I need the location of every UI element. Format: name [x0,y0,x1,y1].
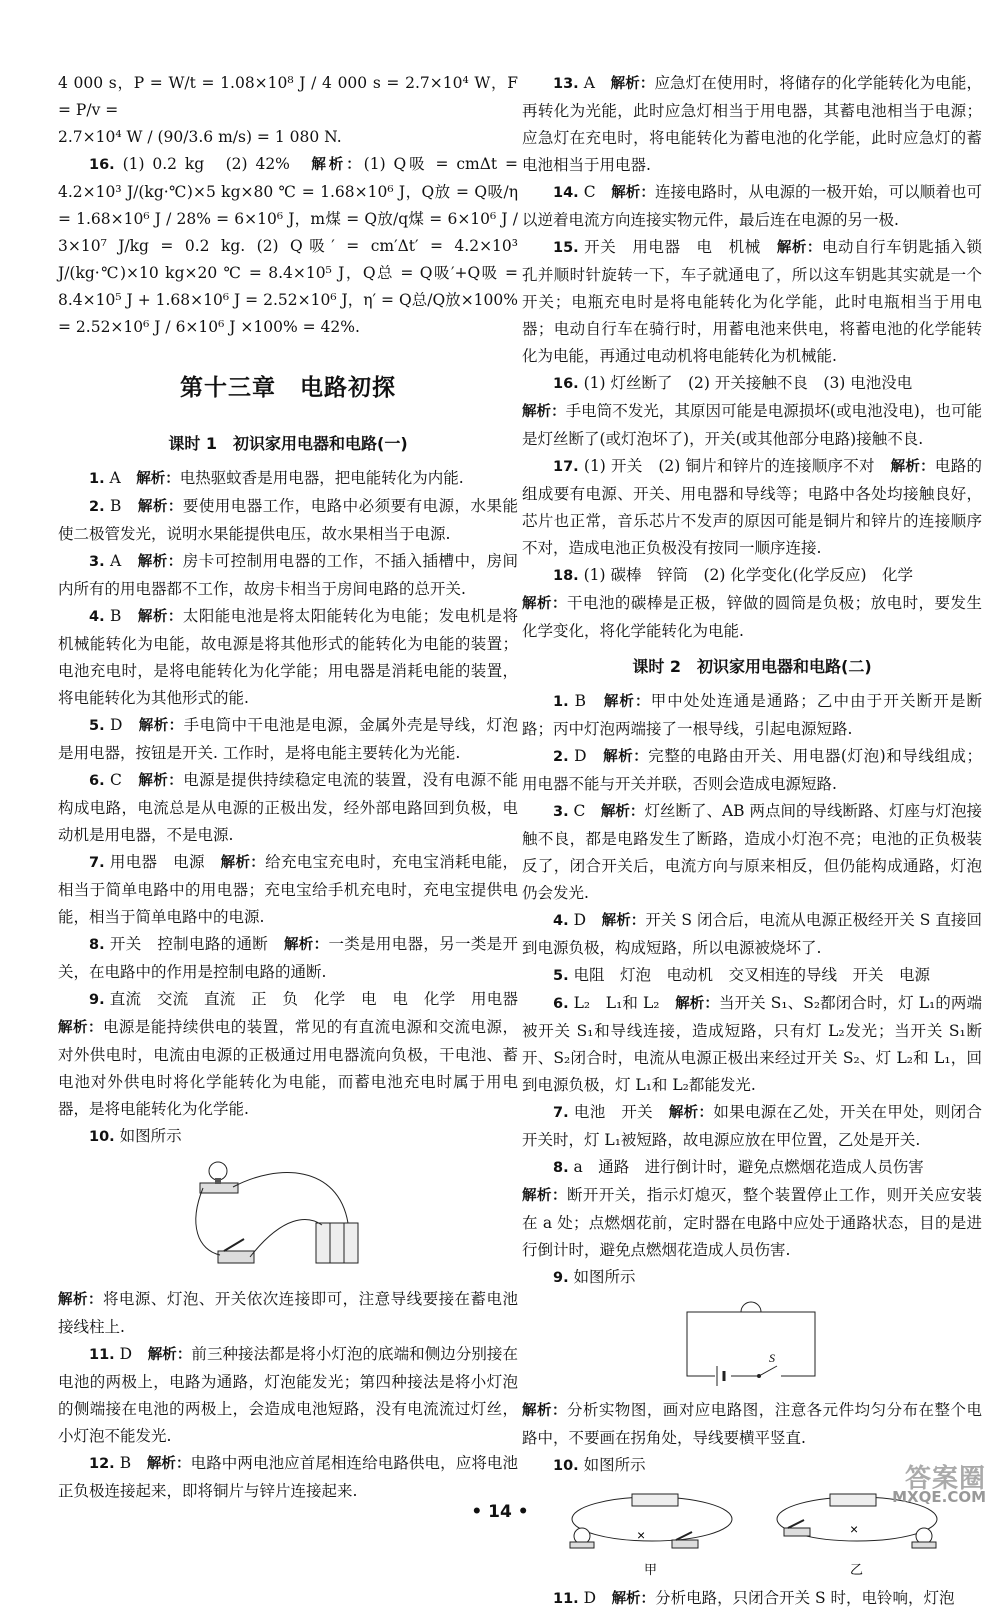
analysis-label: 解析： [522,1403,567,1419]
answer-paragraph [522,990,982,1099]
answer-text: 直流 交流 直流 正 负 化学 电 电 化学 用电器 [109,990,534,1008]
analysis-label: 解析： [136,471,180,487]
analysis-label: 解析： [138,773,184,789]
analysis-label: 解析： [137,499,183,515]
question-number: 17. [553,459,579,475]
analysis-text: 电路的组成要有电源、开关、用电器和导线等；电路中各处均接触良好，芯片也正常，音乐芯片不发声的原因可能是铜片和锌片的连接顺序不对，造成电池正负极没有按同一顺序连接. [522,457,982,557]
answer-paragraph [522,1154,982,1182]
answer-text: (1) 0.2 kg (2) 42% [122,155,312,173]
answer-paragraph [58,151,518,341]
answer-paragraph [58,603,518,712]
question-number: 7. [89,855,105,871]
analysis-label: 解析： [603,749,649,765]
lesson-heading: 课时 2 初识家用电器和电路(二) [632,657,872,676]
answer-paragraph [58,70,518,124]
analysis-label: 解析： [137,554,183,570]
analysis-text: 应急灯在使用时，将储存的化学能转化为电能，再转化为光能，此时应急灯相当于用电器，其蓄电池相当于电源；应急灯在充电时，将电能转化为蓄电池的化学能，此时应急灯的蓄电池相当于用电器. [522,74,982,174]
answer-paragraph [522,70,982,179]
analysis-label: 解析： [603,694,651,710]
analysis-label: 解析： [146,1456,191,1472]
analysis-text: 电热驱蚊香是用电器，把电能转化为内能. [179,469,464,487]
analysis-label: 解析： [610,76,655,92]
answer-text: 如图所示 [573,1268,636,1286]
analysis-label: 解析： [601,913,646,929]
answer-text: B [110,607,138,625]
answer-text: 电阻 灯泡 电动机 交叉相连的导线 开关 电源 [573,966,931,984]
analysis-text: 手电筒中干电池是电源，金属外壳是导线，灯泡是用电器，按钮是开关. 工作时，是将电能主要转化为光能. [58,716,518,762]
question-number: 1. [553,694,569,710]
answer-text: 电池 开关 [573,1103,669,1121]
answer-paragraph [58,548,518,603]
answer-text: a 通路 进行倒计时，避免点燃烟花造成人员伤害 [573,1158,924,1176]
watermark-logo: 答案圈 MXQE.COM [892,1464,986,1506]
question-number: 10. [89,1129,115,1145]
answer-text: 如图所示 [583,1456,646,1474]
analysis-text: 如果电源在乙处，开关在甲处，则闭合开关时，灯 L₁被短路，故电源应放在甲位置，乙处是开关. [522,1103,982,1149]
figure-label-yi: 乙 [850,1562,864,1577]
answer-text: C [583,183,612,201]
analysis-text: 将电源、灯泡、开关依次连接即可，注意导线要接在蓄电池接线柱上. [58,1290,518,1336]
question-number: 3. [553,804,569,820]
answer-text: D [583,1589,612,1607]
analysis-text: 连接电路时，从电源的一极开始，可以顺着也可以逆着电流方向连接实物元件，最后连在电源的另一极. [522,183,982,229]
analysis-label: 解析： [776,240,822,256]
answer-paragraph [522,1099,982,1154]
answer-text: C [110,771,139,789]
answer-text: 如图所示 [119,1127,182,1145]
answer-paragraph [522,179,982,234]
analysis-label: 解析： [522,1188,567,1204]
analysis-label: 解析： [58,1020,103,1036]
question-number: 5. [89,718,105,734]
answer-paragraph [58,1450,518,1505]
answer-paragraph [522,398,982,453]
answer-paragraph [522,1585,982,1613]
chapter-title: 第十三章 电路初探 [180,375,396,401]
analysis-label: 解析： [890,459,935,475]
answer-paragraph [58,849,518,931]
question-number: 5. [553,968,569,984]
question-number: 9. [553,1270,569,1286]
answer-paragraph [58,1286,518,1341]
svg-text:×: × [637,1527,646,1543]
question-number: 2. [553,749,569,765]
answer-text: B [110,497,138,515]
analysis-text: 电动自行车钥匙插入锁孔并顺时针旋转一下，车子就通电了，所以这车钥匙其实就是一个开关；电瓶充电时是将电能转化为化学能，此时电瓶相当于用电器；电动自行车在骑行时，用蓄电池来供电，将蓄电池的化学能转化为电能，再通过电动机将电能转化为机械能. [522,238,982,365]
question-number: 8. [553,1160,569,1176]
answer-text: C [573,802,601,820]
lesson-heading: 课时 1 初识家用电器和电路(一) [168,434,408,453]
answer-text: D [573,911,602,929]
analysis-text: 太阳能电池是将太阳能转化为电能；发电机是将机械能转化为电能，故电源是将其他形式的能转化为电能的装置；电池充电时，是将电能转化为化学能；用电器是消耗电能的装置，将电能转化为其他形式的能. [58,607,518,707]
analysis-text: 要使用电器工作，电路中必须要有电源，水果能使二极管发光，说明水果能提供电压，故水果相当于电源. [58,497,518,543]
answer-text: 开关 控制电路的通断 [109,935,284,953]
analysis-text: 一类是用电器，另一类是开关，在电路中的作用是控制电路的通断. [58,935,519,981]
answer-paragraph [58,767,518,849]
answer-paragraph [522,1397,982,1452]
answer-paragraph [522,1182,982,1264]
question-number: 11. [553,1591,579,1607]
question-number: 8. [89,937,105,953]
answer-text: A [583,74,611,92]
question-number: 14. [553,185,579,201]
page-number: • 14 • [471,1502,529,1522]
answer-paragraph [58,931,518,986]
question-number: 1. [89,471,105,487]
answer-text: 开关 用电器 电 机械 [584,238,777,256]
analysis-label: 解析： [311,157,364,173]
analysis-label: 解析： [58,1292,103,1308]
answer-paragraph [58,986,534,1123]
answer-text: B [119,1454,147,1472]
answer-paragraph [522,370,982,398]
answer-paragraph [522,453,982,562]
analysis-label: 解析： [611,185,655,201]
answer-text: B [574,692,604,710]
answer-paragraph [522,590,982,645]
question-number: 16. [89,157,115,173]
analysis-text: 电源是提供持续稳定电流的装置，没有电源不能构成电路，电流总是从电源的正极出发，经外部电路回到负极，电动机是用电器，不是电源. [58,771,518,844]
question-number: 4. [89,609,105,625]
analysis-label: 解析： [522,404,566,420]
analysis-text: 电源是能持续供电的装置，常见的有直流电源和交流电源，对外供电时，电流由电源的正极通过用电器流向负极，干电池、蓄电池对外供电时将化学能转化为电能，而蓄电池充电时属于用电器，是将电能转化为化学能. [58,1018,518,1118]
answer-paragraph [522,962,982,990]
answer-text: 用电器 电源 [109,853,221,871]
question-number: 3. [89,554,105,570]
analysis-label: 解析： [668,1105,714,1121]
question-number: 6. [89,773,105,789]
figure-label-jia: 甲 [644,1562,658,1577]
analysis-text: 分析电路，只闭合开关 S 时，电铃响，灯泡 [655,1589,955,1607]
answer-text: (1) 灯丝断了 (2) 开关接触不良 (3) 电池没电 [583,374,913,392]
question-number: 4. [553,913,569,929]
analysis-text: 干电池的碳棒是正极，锌做的圆筒是负极；放电时，要发生化学变化，将化学能转化为电能. [522,594,982,640]
answer-text: L₂ L₁和 L₂ [573,994,676,1012]
answer-paragraph [522,688,982,743]
analysis-label: 解析： [675,996,719,1012]
answer-paragraph [522,1264,982,1292]
analysis-text: 房卡可控制用电器的工作，不插入插槽中，房间内所有的用电器都不工作，故房卡相当于房间电路的总开关. [58,552,519,598]
answer-paragraph [58,465,518,493]
answer-text: A [110,552,138,570]
analysis-label: 解析： [600,804,645,820]
question-number: 7. [553,1105,569,1121]
analysis-text: 甲中处处连通是通路；乙中由于开关断开是断路；丙中灯泡两端接了一根导线，引起电源短路. [522,692,983,738]
answer-text: D [574,747,604,765]
figure-circuit-diagram [522,1296,982,1391]
answer-paragraph [58,1123,518,1151]
svg-text:×: × [850,1521,859,1537]
analysis-text: 当开关 S₁、S₂都闭合时，灯 L₁的两端被开关 S₁和导线连接，造成短路，只有灯 L₂发光；当开关 S₁断开、S₂闭合时，电流从电源正极出来经过开关 S₂、灯 L₂和 L₁，回到电源负极，灯 L₁和 L₂都能发光. [522,994,982,1094]
analysis-label: 解析： [283,937,329,953]
analysis-text: 开关 S 闭合后，电流从电源正极经开关 S 直接回到电源负极，构成短路，所以电源被烧坏了. [522,911,982,957]
right-column [522,70,982,1613]
analysis-label: 解析： [147,1347,192,1363]
analysis-text: 分析实物图，画对应电路图，注意各元件均匀分布在整个电路中，不要画在拐角处，导线要横平竖直. [522,1401,982,1447]
answer-paragraph [522,562,982,590]
answer-text: (1) 开关 (2) 铜片和锌片的连接顺序不对 [583,457,891,475]
answer-paragraph [522,743,982,798]
answer-text: D [119,1345,148,1363]
analysis-text: 断开开关，指示灯熄灭，整个装置停止工作，则开关应安装在 a 处；点燃烟花前，定时器在电路中应处于通路状态，目的是进行倒计时，避免点燃烟花造成人员伤害. [522,1186,982,1259]
analysis-label: 解析： [138,718,184,734]
answer-text: 2.7×10⁴ W / (90/3.6 m/s) = 1 080 N. [58,128,342,146]
question-number: 13. [553,76,579,92]
answer-paragraph [522,234,982,370]
answer-text: D [109,716,139,734]
question-number: 15. [553,240,579,256]
question-number: 16. [553,376,579,392]
question-number: 12. [89,1456,115,1472]
left-column [58,70,534,1505]
answer-paragraph [58,712,518,767]
analysis-text: 电路中两电池应首尾相连给电路供电，应将电池正负极连接起来，即将铜片与锌片连接起来. [58,1454,519,1500]
analysis-text: 前三种接法都是将小灯泡的底端和侧边分别接在电池的两极上，电路为通路，灯泡能发光；第四种接法是将小灯泡的侧端接在电池的两极上，会造成电池短路，没有电流流过灯丝，小灯泡不能发光. [58,1345,518,1445]
question-number: 2. [89,499,105,515]
answer-text: 4 000 s，P = W/t = 1.08×10⁸ J / 4 000 s = 2.7×10⁴ W，F = P/v = [58,74,518,119]
analysis-label: 解析： [220,855,266,871]
answer-paragraph [58,493,518,548]
switch-label: S [769,1351,775,1365]
analysis-label: 解析： [611,1591,656,1607]
analysis-text: (1) Q吸 = cmΔt = 4.2×10³ J/(kg·℃)×5 kg×80 ℃ = 1.68×10⁶ J，Q放 = Q吸/η = 1.68×10⁶ J / 28% = 6×10⁶ J，m煤 = Q放/q煤 = 6×10⁶ J / 3×10⁷ J/kg = 0.2 kg. (2) Q吸′ = cm′Δt′ = 4.2×10³ J/(kg·℃)×10 kg×20 ℃ = 8.4×10⁵ J，Q总 = Q吸′+Q吸 = 8.4×10⁵ J + 1.68×10⁶ J = 2.52×10⁶ J，η′ = Q总/Q放×100% = 2.52×10⁶ J / 6×10⁶ J ×100% = 42%. [58,155,518,336]
analysis-label: 解析： [522,596,567,612]
analysis-text: 完整的电路由开关、用电器(灯泡)和导线组成；用电器不能与开关并联，否则会造成电源短路. [522,747,982,793]
answer-text: (1) 碳棒 锌筒 (2) 化学变化(化学反应) 化学 [583,566,913,584]
analysis-label: 解析： [137,609,183,625]
answer-paragraph [522,798,982,907]
answer-paragraph [522,907,982,962]
question-number: 6. [553,996,569,1012]
analysis-text: 灯丝断了、AB 两点间的导线断路、灯座与灯泡接触不良，都是电路发生了断路，造成小灯泡不亮；电池的正负极装反了，闭合开关后，电流方向与原来相反，但仍能构成通路，灯泡仍会发光. [522,802,982,902]
question-number: 18. [553,568,579,584]
question-number: 9. [89,992,105,1008]
figure-circuit-battery-lamp-switch [58,1155,518,1280]
question-number: 11. [89,1347,115,1363]
analysis-text: 给充电宝充电时，充电宝消耗电能，相当于简单电路中的用电器；充电宝给手机充电时，充电宝提供电能，相当于简单电路中的电源. [58,853,519,926]
answer-paragraph [58,124,518,151]
answer-paragraph [58,1341,518,1450]
question-number: 10. [553,1458,579,1474]
analysis-text: 手电筒不发光，其原因可能是电源损坏(或电池没电)，也可能是灯丝断了(或灯泡坏了)，开关(或其他部分电路)接触不良. [522,402,982,448]
answer-text: A [109,469,137,487]
